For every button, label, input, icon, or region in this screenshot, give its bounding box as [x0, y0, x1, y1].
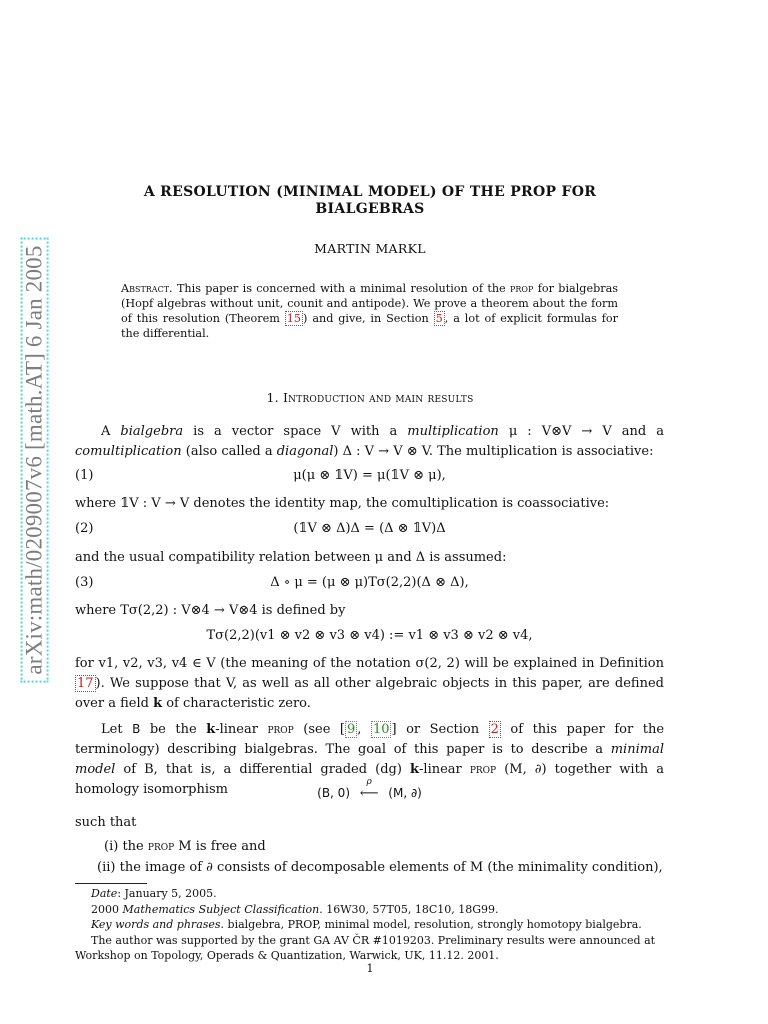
text: M is free and	[174, 839, 266, 854]
section-number: 1.	[266, 390, 279, 405]
abstract	[121, 281, 618, 341]
paper-title	[120, 184, 620, 218]
footnotes	[75, 886, 664, 964]
identity-line: where 𝟙V : V → V denotes the identity map, the comultiplication is coassociative:	[75, 496, 610, 511]
arrow-label: ρ	[366, 777, 372, 787]
citation-link[interactable]: 9	[347, 722, 356, 737]
keywords: bialgebra, PROP, minimal model, resolution, strongly homotopy bialgebra.	[224, 918, 642, 931]
field-k: k	[153, 696, 163, 711]
section-link[interactable]: 5	[435, 312, 443, 325]
citation-link[interactable]: 10	[372, 722, 390, 737]
text: is a vector space V with a	[183, 424, 408, 439]
term-diagonal: diagonal	[276, 444, 334, 459]
page-number: 1	[366, 962, 374, 975]
arxiv-stamp[interactable]	[22, 220, 48, 700]
text: the image of ∂ consists of decomposable elements of M (the minimality condition),	[119, 860, 663, 875]
text: ) Δ : V → V ⊗ V. The multiplication is associative:	[333, 444, 654, 459]
text: (see [	[293, 722, 345, 737]
prop-term: prop	[510, 282, 534, 295]
term-comultiplication: comultiplication	[75, 444, 182, 459]
text: -linear	[419, 762, 470, 777]
text: of this paper for the terminology) describing bialgebras. The goal of this paper is to describe a	[75, 722, 665, 757]
keywords-label: Key words and phrases.	[91, 918, 225, 931]
equation-body: μ(μ ⊗ 𝟙V) = μ(𝟙V ⊗ μ),	[293, 468, 446, 483]
list-label: (i)	[104, 839, 119, 854]
equation-number: (1)	[75, 468, 94, 483]
equation-T-definition: Tσ(2,2)(v1 ⊗ v2 ⊗ v3 ⊗ v4) := v1 ⊗ v3 ⊗ v2 ⊗ v4,	[206, 628, 533, 643]
text: be the	[140, 722, 207, 737]
term-minimal-model: minimal model	[75, 742, 664, 777]
prop-B: B	[132, 722, 141, 736]
text: μ : V⊗V → V and a	[498, 424, 664, 439]
text: A	[101, 424, 121, 439]
equation-number: (3)	[75, 575, 94, 590]
field-k: k	[410, 762, 420, 777]
field-paragraph	[75, 654, 664, 714]
such-that-line: such that	[75, 815, 137, 830]
abstract-text: for bialgebras (Hopf algebras without unit, counit and antipode). We prove a theorem about the form of this resolution (Theorem	[121, 282, 619, 325]
msc-codes: 16W30, 57T05, 18C10, 18G99.	[322, 902, 499, 916]
abstract-text: , a lot of explicit formulas for the differential.	[121, 312, 618, 340]
msc-label: Mathematics Subject Classification.	[122, 902, 323, 916]
abstract-text: This paper is concerned with a minimal resolution of the	[172, 282, 511, 295]
where-T-line: where Tσ(2,2) : V⊗4 → V⊗4 is defined by	[75, 603, 346, 618]
iso-right: (M, ∂)	[388, 786, 422, 800]
prop-term: prop	[147, 839, 175, 854]
list-item-i	[104, 839, 266, 854]
equation-2	[75, 521, 664, 541]
text: the	[122, 839, 148, 854]
date-label: Date	[91, 887, 118, 900]
text: ] or Section	[391, 722, 489, 737]
footnote-msc	[75, 902, 664, 918]
text: Let	[101, 722, 133, 737]
section-title: Introduction and main results	[283, 390, 474, 405]
prop-term: prop	[469, 762, 497, 777]
footnote-rule	[75, 883, 147, 884]
text: for v1, v2, v3, v4 ∈ V (the meaning of the notation σ(2, 2) will be explained in Definition	[75, 656, 664, 671]
text: 2000	[91, 902, 123, 916]
term-bialgebra: bialgebra	[120, 424, 184, 439]
abstract-text: ) and give, in Section	[303, 312, 434, 325]
title-line-1: A RESOLUTION (MINIMAL MODEL) OF THE PROP FOR	[143, 184, 597, 200]
arxiv-identifier[interactable]: arXiv:math/0209007v6 [math.AT] 6 Jan 2005	[21, 237, 49, 682]
text: (also called a	[181, 444, 277, 459]
equation-3	[75, 575, 664, 595]
prop-term: prop	[267, 722, 294, 737]
equation-1	[75, 468, 664, 488]
footnote-date	[75, 886, 664, 902]
text: ,	[357, 722, 371, 737]
equation-body: (𝟙V ⊗ Δ)Δ = (Δ ⊗ 𝟙V)Δ	[293, 521, 446, 536]
text: of B, that is, a differential graded (dg)	[115, 762, 410, 777]
text: of characteristic zero.	[162, 696, 311, 711]
theorem-link[interactable]: 15	[286, 312, 302, 325]
field-k: k	[206, 722, 216, 737]
abstract-label: Abstract.	[121, 282, 173, 295]
list-item-ii	[97, 860, 663, 875]
iso-left: (B, 0)	[317, 786, 350, 800]
section-heading	[75, 390, 665, 405]
footnote-support: The author was supported by the grant GA AV ČR #1019203. Preliminary results were announced at Workshop on Topology, Operads & Quantization, Warwick, UK, 11.12. 2001.	[75, 933, 656, 962]
footnote-keywords	[75, 917, 664, 933]
equation-body: Δ ∘ μ = (μ ⊗ μ)Tσ(2,2)(Δ ⊗ Δ),	[270, 575, 469, 590]
equation-number: (2)	[75, 521, 94, 536]
text: (M, ∂) together with a homology isomorphism	[75, 762, 665, 797]
date-value: : January 5, 2005.	[117, 887, 217, 900]
intro-paragraph	[75, 422, 664, 462]
definition-link[interactable]: 17	[77, 676, 94, 691]
text: ). We suppose that V, as well as all other algebraic objects in this paper, are defined over a field	[75, 676, 664, 711]
text: -linear	[215, 722, 268, 737]
section-link[interactable]: 2	[490, 722, 499, 737]
arrow-glyph: ⟵	[359, 786, 379, 801]
term-multiplication: multiplication	[407, 424, 499, 439]
compatibility-line: and the usual compatibility relation between μ and Δ is assumed:	[75, 550, 507, 565]
list-label: (ii)	[97, 860, 116, 875]
iso-arrow	[354, 777, 384, 801]
title-line-2: BIALGEBRAS	[315, 201, 425, 217]
author-name: MARTIN MARKL	[314, 241, 426, 256]
